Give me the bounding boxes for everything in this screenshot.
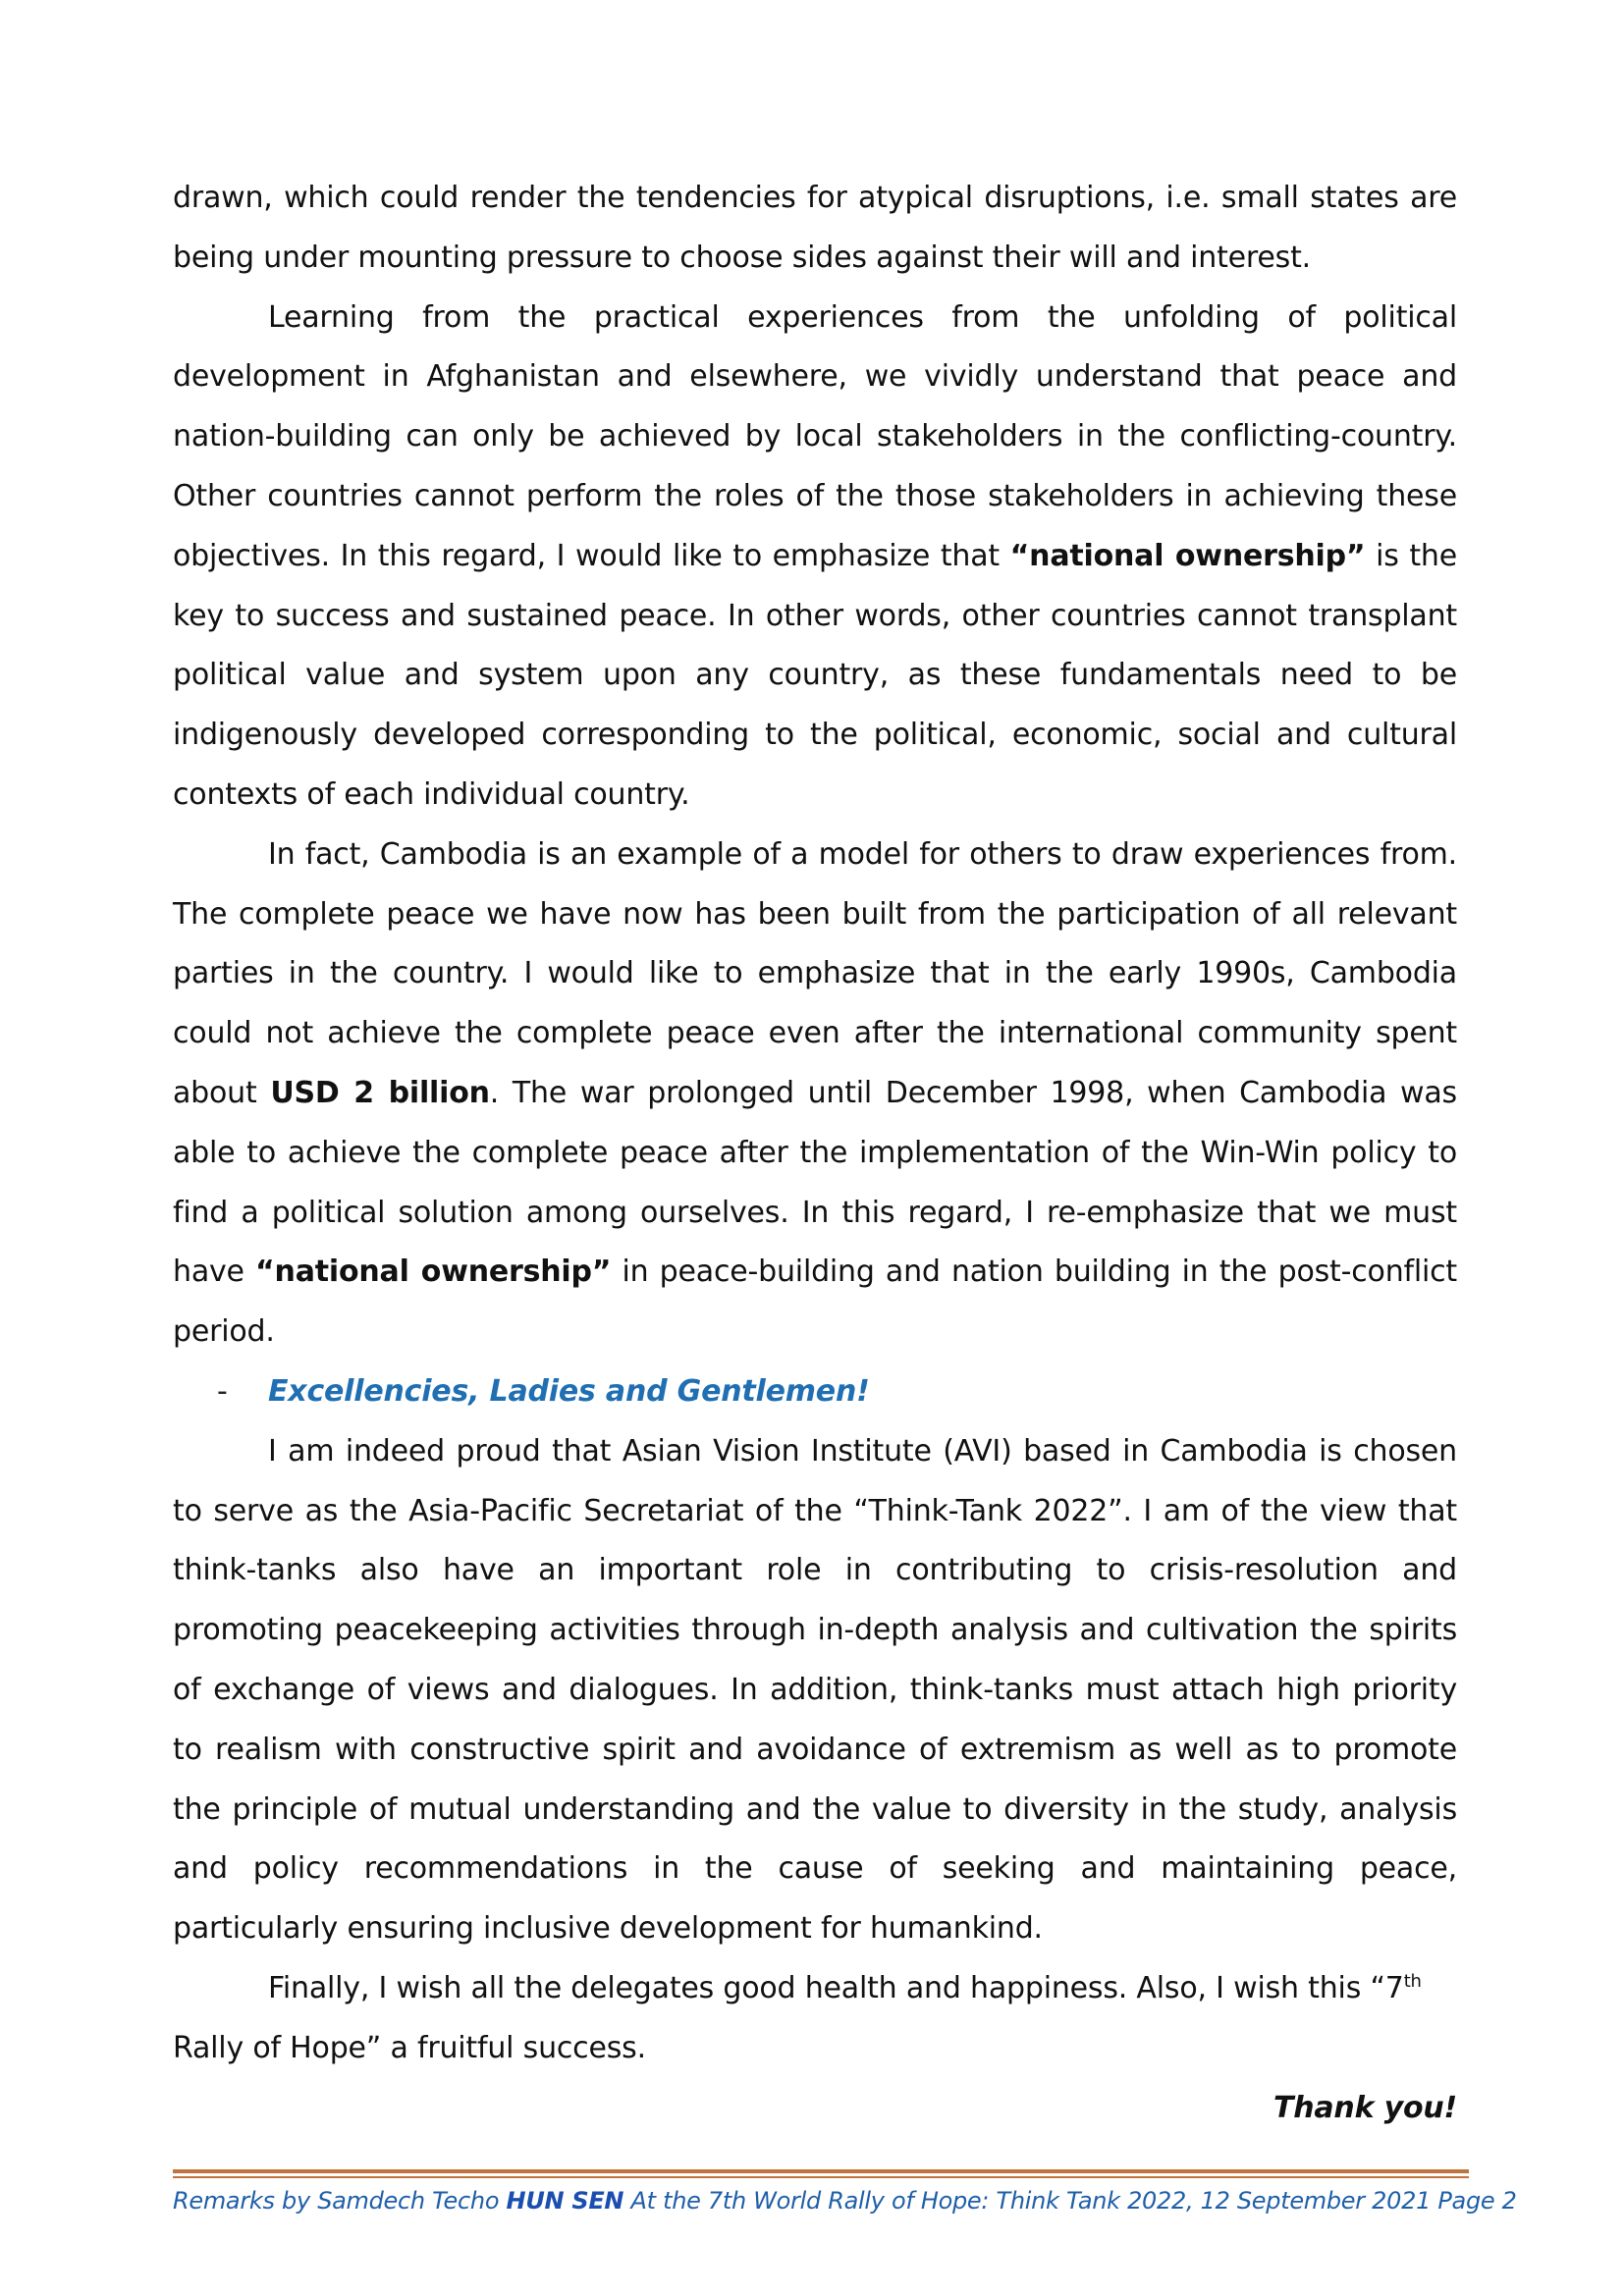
paragraph-cambodia-model bbox=[173, 826, 1457, 1362]
footer-speaker-name: HUN SEN bbox=[506, 2187, 624, 2215]
paragraph-text: drawn, which could render the tendencies for atypical disruptions, i.e. small states are being under mounting pressure to choose sides against their will and interest. bbox=[173, 181, 1457, 275]
paragraph-think-tanks bbox=[173, 1422, 1457, 1959]
paragraph-continuation bbox=[173, 169, 1457, 289]
salutation-text: Excellencies, Ladies and Gentlemen! bbox=[268, 1373, 870, 1409]
emphasis-national-ownership: “national ownership” bbox=[1009, 538, 1366, 573]
paragraph-text: Rally of Hope” a fruitful success. bbox=[173, 2030, 646, 2065]
paragraph-text: . The war prolonged until December 1998, when Cambodia was able to achieve the complete peace after the implementation of the Win-Win policy to find a political solution among ourselves. In this regard, I re-emphasize that we must have bbox=[173, 1075, 1457, 1290]
paragraph-text: Finally, I wish all the delegates good health and happiness. Also, I wish this “7 bbox=[268, 1970, 1404, 2005]
paragraph-national-ownership bbox=[173, 289, 1457, 826]
footer-suffix: At the 7th World Rally of Hope: Think Tank 2022, 12 September 2021 Page 2 bbox=[623, 2187, 1517, 2215]
salutation-line bbox=[173, 1362, 1457, 1422]
paragraph-text: In fact, Cambodia is an example of a model for others to draw experiences from. The complete peace we have now has been built from the participation of all relevant parties in the country. I would like to emphasize that in the early 1990s, Cambodia could not achieve the complete peace even after the international community spent about bbox=[173, 836, 1457, 1110]
footer-divider bbox=[173, 2169, 1469, 2178]
paragraph-text: in peace-building and nation building in the post-conflict period. bbox=[173, 1255, 1457, 1350]
page-footer bbox=[173, 2187, 1517, 2215]
paragraph-text: Learning from the practical experiences from the unfolding of political development in Afghanistan and elsewhere, we vividly understand that peace and nation-building can only be achieved by local stakeholders in the conflicting-country. Other countries cannot perform the roles of the those stakeholders in achieving these objectives. In this regard, I would like to emphasize that bbox=[173, 299, 1457, 573]
closing-thanks: Thank you! bbox=[1272, 2090, 1457, 2125]
emphasis-usd-amount: USD 2 billion bbox=[270, 1075, 490, 1110]
ordinal-superscript: th bbox=[1403, 1970, 1422, 1992]
emphasis-national-ownership: “national ownership” bbox=[255, 1255, 612, 1290]
paragraph-text: is the key to success and sustained peace. In other words, other countries cannot transplant political value and system upon any country, as these fundamentals need to be indigenously developed corresponding to the political, economic, social and cultural contexts of each individual country. bbox=[173, 538, 1457, 812]
speech-body bbox=[173, 169, 1457, 2138]
paragraph-text: I am indeed proud that Asian Vision Institute (AVI) based in Cambodia is chosen to serve as the Asia-Pacific Secretariat of the “Think-Tank 2022”. I am of the view that think-tanks also have an important role in contributing to crisis-resolution and promoting peacekeeping activities through in-depth analysis and cultivation the spirits of exchange of views and dialogues. In addition, think-tanks must attach high priority to realism with constructive spirit and avoidance of extremism as well as to promote the principle of mutual understanding and the value to diversity in the study, analysis and policy recommendations in the cause of seeking and maintaining peace, particularly ensuring inclusive development for humankind. bbox=[173, 1433, 1457, 1947]
list-dash: - bbox=[217, 1373, 228, 1409]
footer-prefix: Remarks by Samdech Techo bbox=[173, 2187, 507, 2215]
paragraph-closing-wish bbox=[173, 1959, 1457, 2079]
